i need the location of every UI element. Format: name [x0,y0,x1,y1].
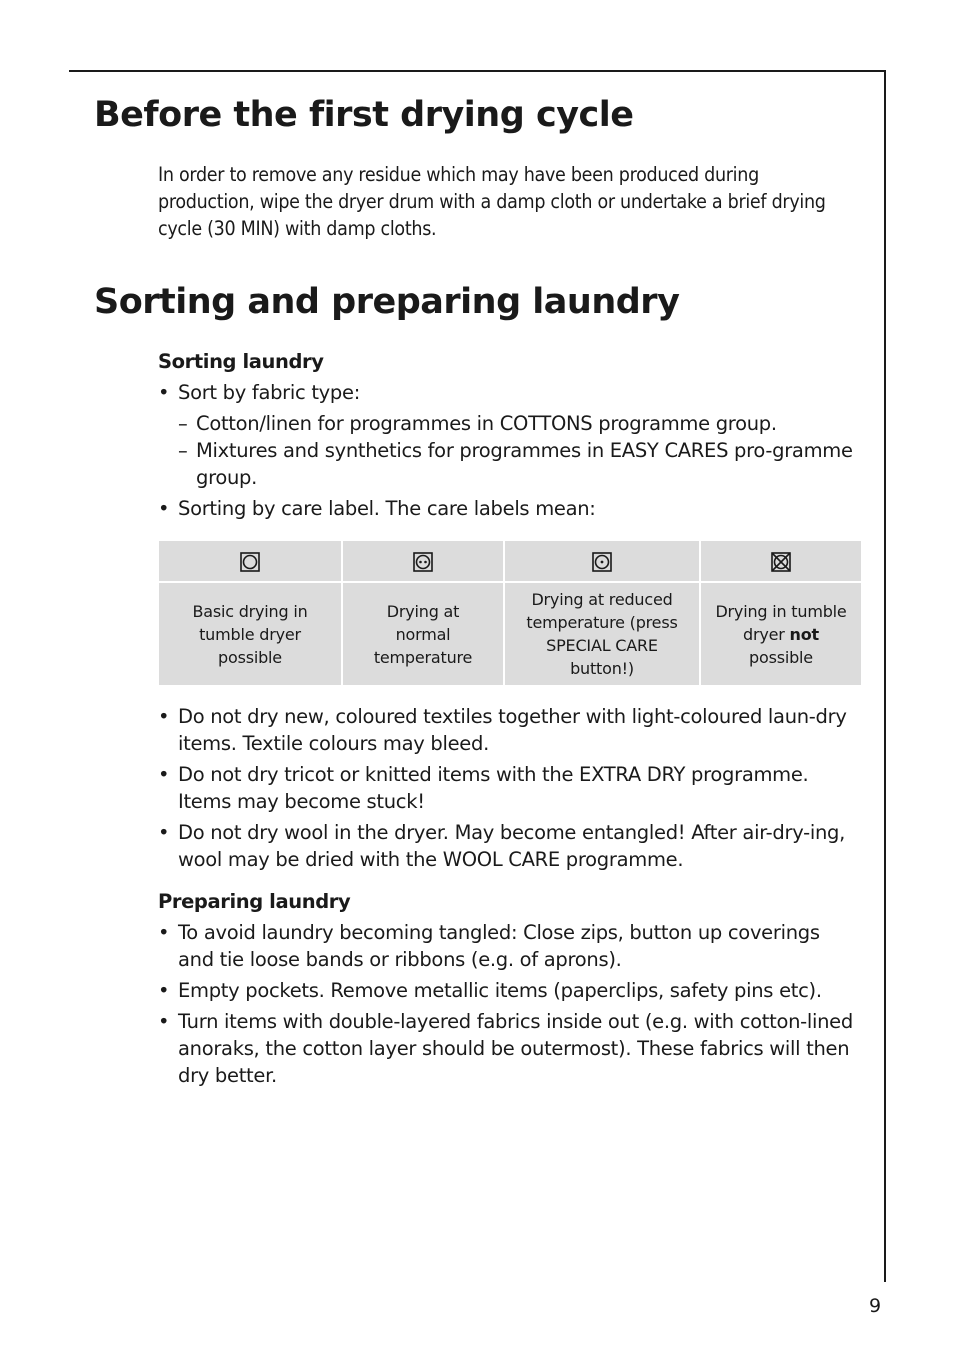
dash-icon: – [178,439,188,462]
heading-sorting-preparing: Sorting and preparing laundry [94,282,680,322]
care-symbol-cell [342,540,504,582]
care-text-emphasis: not [789,624,819,644]
list-item-text: Sorting by care label. The care labels mean: [178,497,596,520]
list-item [158,1008,858,1089]
care-description-basic [158,582,342,686]
list-item-text: Do not dry new, coloured textiles together with light-coloured laun-dry items. Textile colours may bleed. [178,705,847,755]
bullet-icon: • [158,763,170,786]
list-item [178,410,858,437]
care-description-normal [342,582,504,686]
crossed-out-circle-in-square-icon [771,552,791,572]
care-label-table [157,539,863,687]
list-item-text: Do not dry wool in the dryer. May become entangled! After air-dry-ing, wool may be dried with the WOOL CARE programme. [178,821,845,871]
fabric-type-sublist [178,410,858,491]
care-description-text [711,600,851,669]
list-item-text: To avoid laundry becoming tangled: Close zips, button up coverings and tie loose bands or ribbons (e.g. of aprons). [178,921,820,971]
subheading-sorting-laundry: Sorting laundry [158,350,324,373]
care-description-row [158,582,862,686]
care-symbol-cell [158,540,342,582]
list-item [158,379,858,491]
sorting-list [158,379,858,526]
circle-two-dots-in-square-icon [413,552,433,572]
bullet-icon: • [158,821,170,844]
list-item [158,703,858,757]
bullet-icon: • [158,979,170,1002]
list-item [158,761,858,815]
bullet-icon: • [158,381,170,404]
care-text-part: possible [749,647,813,667]
list-item [158,819,858,873]
heading-first-drying-cycle: Before the first drying cycle [94,95,634,135]
care-symbol-cell [700,540,862,582]
care-description-reduced [504,582,700,686]
list-item [158,495,858,522]
list-item-text: Do not dry tricot or knitted items with the EXTRA DRY programme. Items may become stuck! [178,763,809,813]
top-rule [69,70,886,72]
page-number: 9 [869,1295,882,1317]
list-item-text: Empty pockets. Remove metallic items (paperclips, safety pins etc). [178,979,822,1002]
list-item-text: Cotton/linen for programmes in COTTONS programme group. [196,412,777,435]
list-item-text: Turn items with double-layered fabrics inside out (e.g. with cotton-lined anoraks, the cotton layer should be outermost). These fabrics will then dry better. [178,1010,853,1087]
care-symbol-row [158,540,862,582]
list-item [158,977,858,1004]
bullet-icon: • [158,705,170,728]
list-item [158,919,858,973]
list-item-text: Mixtures and synthetics for programmes in EASY CARES pro-gramme group. [196,439,853,489]
care-description-text: Basic drying in tumble dryer possible [192,601,308,667]
dash-icon: – [178,412,188,435]
circle-in-square-icon [240,552,260,572]
bullet-icon: • [158,1010,170,1033]
care-description-text: Drying at reduced temperature (press SPECIAL CARE button!) [526,590,678,678]
care-description-not-possible [700,582,862,686]
intro-paragraph: In order to remove any residue which may have been produced during production, wipe the dryer drum with a damp cloth or undertake a brief drying cycle (30 MIN) with damp cloths. [158,163,826,240]
care-symbol-cell [504,540,700,582]
warnings-list [158,703,858,877]
subheading-preparing-laundry: Preparing laundry [158,890,351,913]
circle-one-dot-in-square-icon [592,552,612,572]
bullet-icon: • [158,921,170,944]
list-item-text: Sort by fabric type: [178,381,360,404]
list-item [178,437,858,491]
preparing-list [158,919,858,1093]
care-text-part: Drying in tumble dryer [715,601,847,644]
care-description-text: Drying at normal temperature [373,601,473,667]
bullet-icon: • [158,497,170,520]
right-rule [884,70,886,1282]
